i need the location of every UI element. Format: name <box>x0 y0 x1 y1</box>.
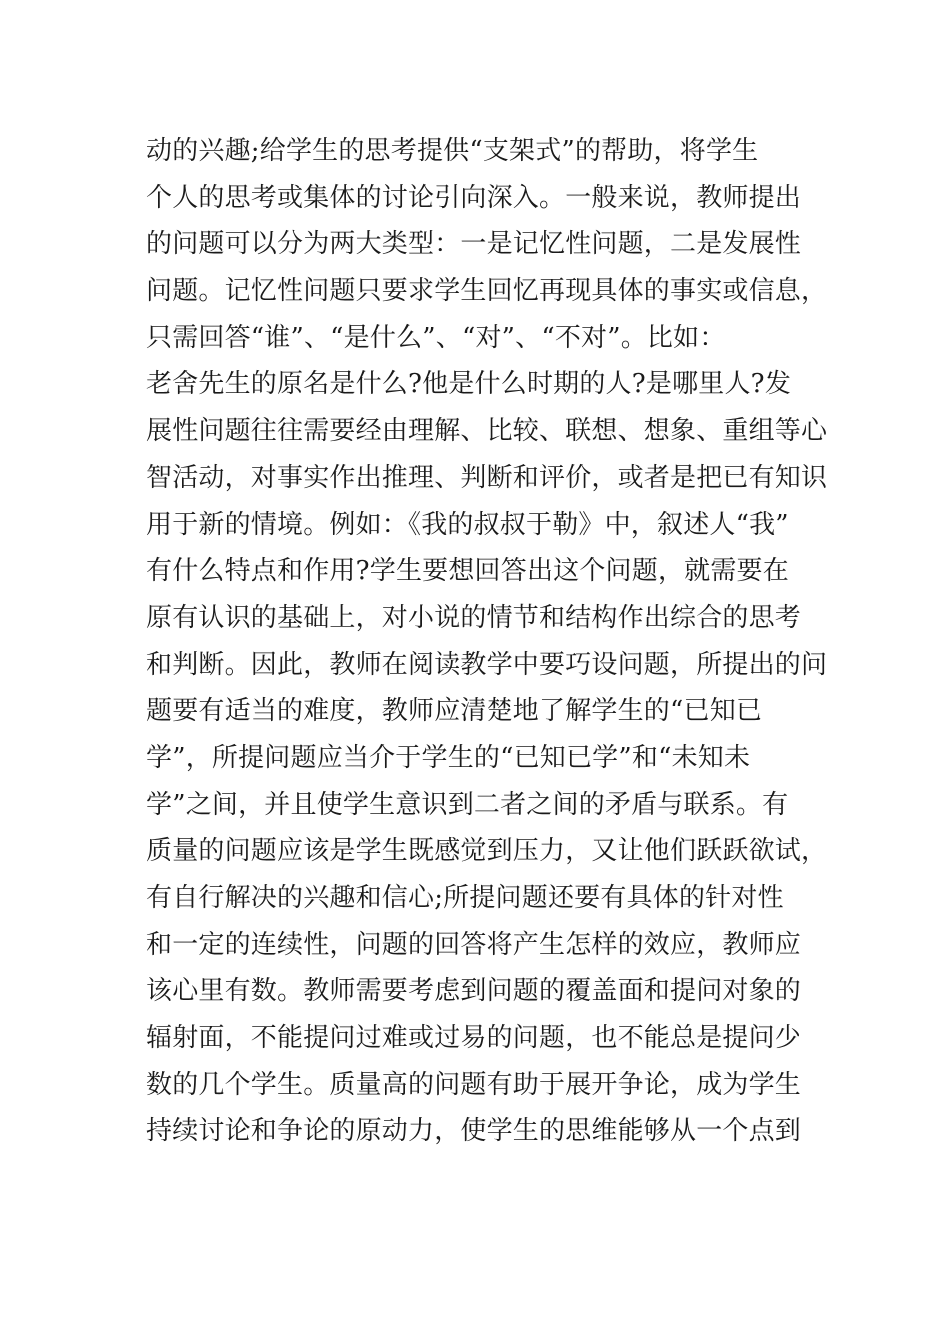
text-line: 辐射面，不能提问过难或过易的问题，也不能总是提问少 <box>146 1023 802 1054</box>
text-line: 学”，所提问题应当介于学生的“已知已学”和“未知未 <box>146 742 751 773</box>
body-paragraph <box>146 128 826 1155</box>
text-line: 持续讨论和争论的原动力，使学生的思维能够从一个点到 <box>146 1116 802 1147</box>
text-line: 的问题可以分为两大类型：一是记忆性问题，二是发展性 <box>146 229 802 260</box>
text-line: 个人的思考或集体的讨论引向深入。一般来说，教师提出 <box>146 182 802 213</box>
text-line: 和一定的连续性，问题的回答将产生怎样的效应，教师应 <box>146 929 802 960</box>
text-line: 原有认识的基础上，对小说的情节和结构作出综合的思考 <box>146 602 802 633</box>
text-line: 题要有适当的难度，教师应清楚地了解学生的“已知已 <box>146 696 763 727</box>
text-line: 学”之间，并且使学生意识到二者之间的矛盾与联系。有 <box>146 789 789 820</box>
text-line: 该心里有数。教师需要考虑到问题的覆盖面和提问对象的 <box>146 976 802 1007</box>
text-line: 和判断。因此，教师在阅读教学中要巧设问题，所提出的问 <box>146 649 828 680</box>
text-line: 有自行解决的兴趣和信心;所提问题还要有具体的针对性 <box>146 883 784 913</box>
text-line: 智活动，对事实作出推理、判断和评价，或者是把已有知识 <box>146 462 828 493</box>
text-line: 只需回答“谁”、“是什么”、“对”、“不对”。比如： <box>146 322 726 353</box>
text-line: 用于新的情境。例如：《我的叔叔于勒》中，叙述人“我” <box>146 509 789 540</box>
text-line: 有什么特点和作用?学生要想回答出这个问题，就需要在 <box>146 556 789 587</box>
text-line: 展性问题往往需要经由理解、比较、联想、想象、重组等心 <box>146 416 828 447</box>
text-line: 动的兴趣;给学生的思考提供“支架式”的帮助，将学生 <box>146 136 759 166</box>
text-line: 老舍先生的原名是什么?他是什么时期的人?是哪里人?发 <box>146 369 792 400</box>
text-line: 问题。记忆性问题只要求学生回忆再现具体的事实或信息， <box>146 276 828 307</box>
text-line: 质量的问题应该是学生既感觉到压力，又让他们跃跃欲试， <box>146 836 828 867</box>
text-line: 数的几个学生。质量高的问题有助于展开争论，成为学生 <box>146 1069 802 1100</box>
